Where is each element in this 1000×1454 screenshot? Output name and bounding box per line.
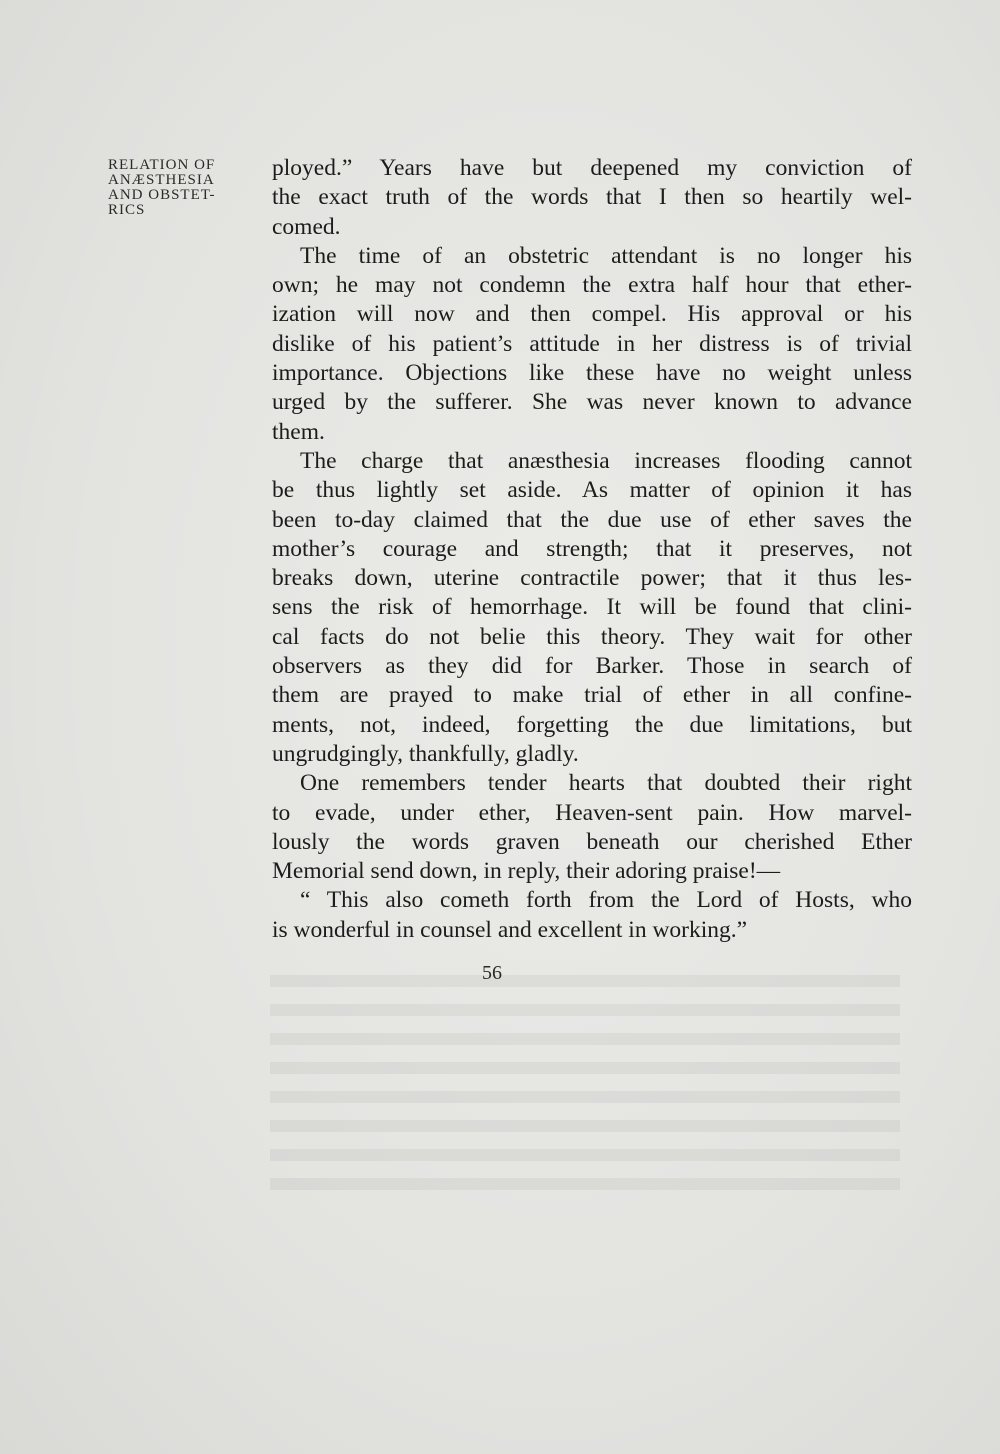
text-line: to evade, under ether, Heaven-sent pain. How marvel-: [272, 799, 912, 826]
margin-note-line: RICS: [108, 202, 146, 218]
text-line: ments, not, indeed, forgetting the due limitations, but: [272, 711, 912, 738]
text-line: is wonderful in counsel and excellent in working.”: [272, 916, 748, 943]
text-line: breaks down, uterine contractile power; that it thus les-: [272, 565, 912, 592]
text-line: comed.: [272, 213, 341, 240]
page-number-text: 56: [482, 962, 502, 984]
body-text: [272, 154, 912, 945]
text-line: observers as they did for Barker. Those in search of: [272, 653, 912, 680]
text-line: cal facts do not belie this theory. They wait for other: [272, 623, 912, 650]
text-line: The time of an obstetric attendant is no longer his: [300, 242, 912, 269]
text-line: the exact truth of the words that I then so heartily wel-: [272, 184, 912, 211]
margin-note-line: ANÆSTHESIA: [108, 172, 215, 188]
text-line: been to-day claimed that the due use of ether saves the: [272, 506, 912, 533]
text-line: sens the risk of hemorrhage. It will be found that clini-: [272, 594, 912, 621]
text-line: importance. Objections like these have no weight unless: [272, 360, 912, 387]
text-line: Memorial send down, in reply, their adoring praise!—: [272, 858, 781, 885]
text-line: mother’s courage and strength; that it preserves, not: [272, 535, 912, 562]
text-line: The charge that anæsthesia increases flooding cannot: [300, 447, 912, 474]
text-line: own; he may not condemn the extra half hour that ether-: [272, 272, 912, 299]
text-line: be thus lightly set aside. As matter of opinion it has: [272, 477, 912, 504]
text-line: lously the words graven beneath our cherished Ether: [272, 828, 912, 855]
text-line: them are prayed to make trial of ether in all confine-: [272, 682, 912, 709]
text-line: them.: [272, 418, 325, 445]
text-line: One remembers tender hearts that doubted their right: [300, 770, 912, 797]
margin-note: [108, 158, 268, 218]
text-line: ungrudgingly, thankfully, gladly.: [272, 740, 579, 767]
text-line: ployed.” Years have but deepened my conviction of: [272, 155, 912, 181]
show-through-texture: [270, 975, 900, 1195]
text-line: ization will now and then compel. His approval or his: [272, 301, 912, 328]
margin-note-line: AND OBSTET-: [108, 187, 216, 203]
text-line: urged by the sufferer. She was never known to advance: [272, 389, 912, 416]
text-line: “ This also cometh forth from the Lord of Hosts, who: [300, 887, 912, 914]
margin-note-line: RELATION OF: [108, 157, 216, 173]
text-line: dislike of his patient’s attitude in her distress is of trivial: [272, 330, 912, 357]
